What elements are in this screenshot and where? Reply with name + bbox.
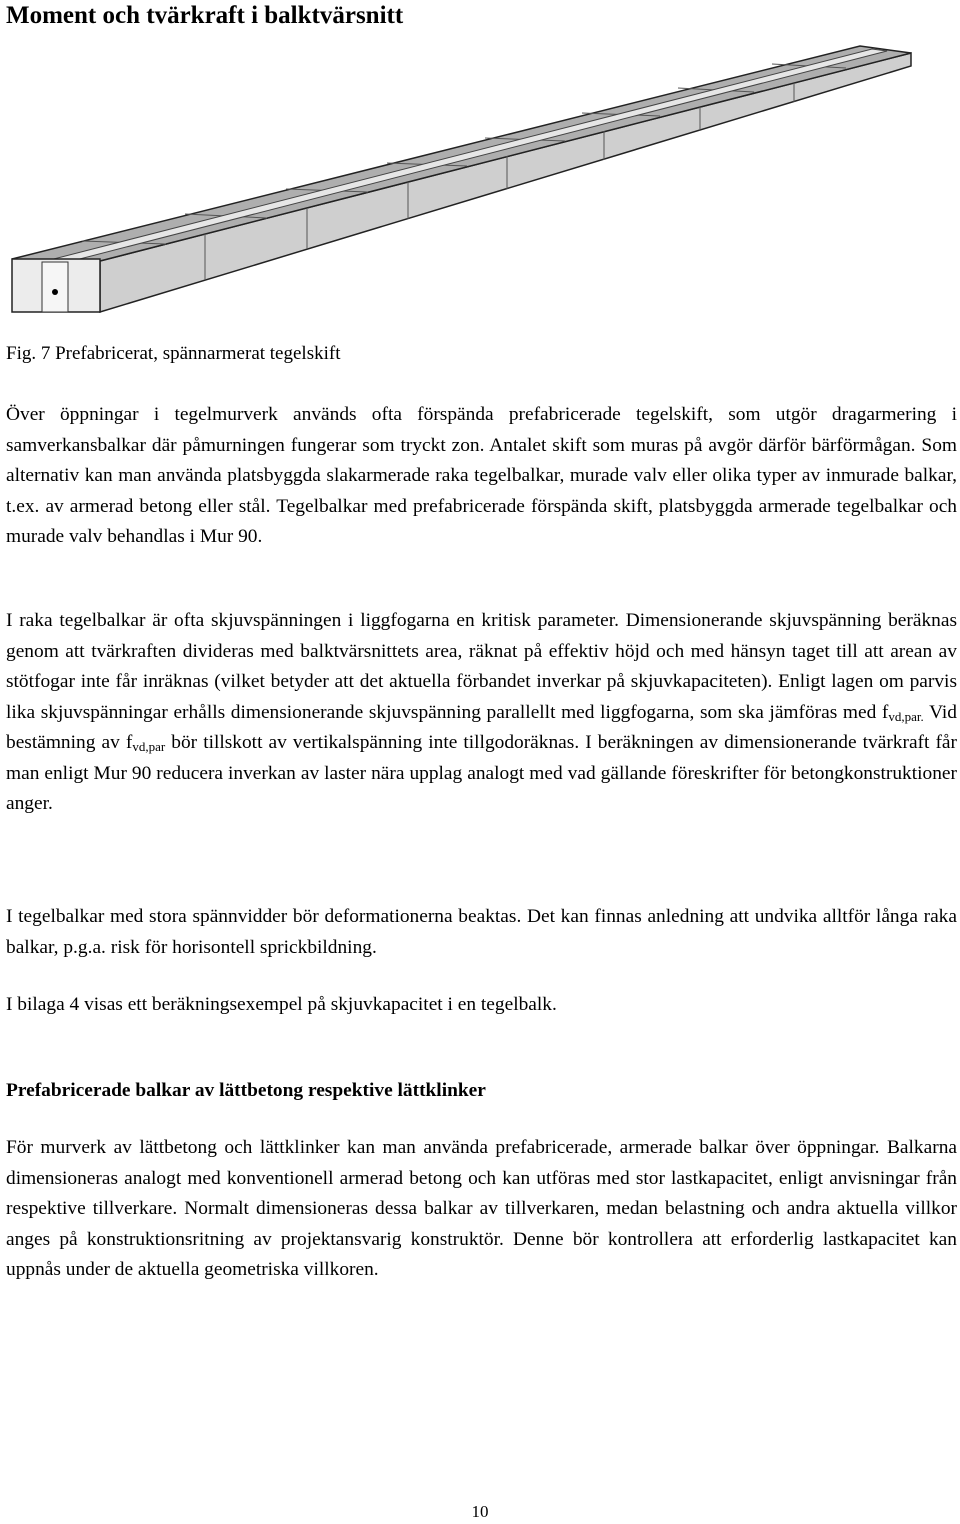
paragraph-shear bbox=[6, 606, 957, 820]
paragraph-shear-text-2: Vid bestämning av f bbox=[6, 701, 958, 753]
paragraph-deformation: I tegelbalkar med stora spännvidder bör deformationerna beaktas. Det kan finnas anledning att undvika alltför långa raka balkar, p.g.a. risk för horisontell sprickbildning. bbox=[6, 906, 957, 958]
page-number: 10 bbox=[471, 1502, 489, 1521]
prestressed-brick-course-illustration bbox=[10, 40, 950, 330]
beam-figure bbox=[10, 40, 950, 330]
subscript-vd-par-2: vd,par bbox=[132, 739, 166, 754]
paragraph-appendix: I bilaga 4 visas ett beräkningsexempel på skjuvkapacitet i en tegelbalk. bbox=[6, 994, 557, 1015]
paragraph-shear-text-1: I raka tegelbalkar är ofta skjuvspänningen i liggfogarna en kritisk parameter. Dimensionerande skjuvspänning beräknas genom att tvärkraften divideras med balktvärsnittets area, räknat på effektiv höjd och med hänsyn taget till att arean av stötfogar inte får inräknas (vilket betyder att det aktuella förbandet inverkar på skjuvkapaciteten). Enligt lagen om parvis lika skjuvspänningar erhålls dimensionerande skjuvspänning parallellt med liggfogarna, som ska jämföras med f bbox=[6, 610, 957, 723]
subscript-vd-par-1: vd,par. bbox=[888, 708, 924, 724]
paragraph-shear-text-3: bör tillskott av vertikalspänning inte tillgodoräknas. I beräkningen av dimensionerande tvärkraft får man enligt Mur 90 reducera inverkan av laster nära upplag analogt med vad gällande föreskrifter för betongkonstruktioner anger. bbox=[6, 732, 957, 814]
beam-groove bbox=[42, 49, 887, 262]
beam-end-slot bbox=[42, 262, 68, 312]
page-title: Moment och tvärkraft i balktvärsnitt bbox=[6, 2, 404, 29]
tendon-dot bbox=[52, 289, 58, 295]
paragraph-lightweight: För murverk av lättbetong och lättklinker kan man använda prefabricerade, armerade balkar över öppningar. Balkarna dimensioneras analogt med konventionell armerad betong och kan utföras med stor lastkapacitet, enligt anvisningar från respektive tillverkare. Normalt dimensioneras dessa balkar av tillverkaren, medan belastning och andra aktuella villkor anges på konstruktionsritning av projektansvarig konstruktör. Denne bör kontrollera att erforderlig lastkapacitet kan uppnås under de aktuella geometriska villkoren. bbox=[6, 1137, 957, 1280]
paragraph-intro: Över öppningar i tegelmurverk används ofta förspända prefabricerade tegelskift, som utgör dragarmering i samverkansbalkar där påmurningen fungerar som tryckt zon. Antalet skift som muras på avgör därför bärförmågan. Som alternativ kan man använda platsbyggda slakarmerade raka tegelbalkar, murade valv eller olika typer av inmurade balkar, t.ex. av armerad betong eller stål. Tegelbalkar med prefabricerade förspända skift, platsbyggda armerade tegelbalkar och murade valv behandlas i Mur 90. bbox=[6, 404, 957, 547]
section-heading: Prefabricerade balkar av lättbetong respektive lättklinker bbox=[6, 1080, 486, 1101]
figure-caption: Fig. 7 Prefabricerat, spännarmerat tegelskift bbox=[6, 343, 341, 364]
beam-side-face bbox=[100, 53, 911, 312]
